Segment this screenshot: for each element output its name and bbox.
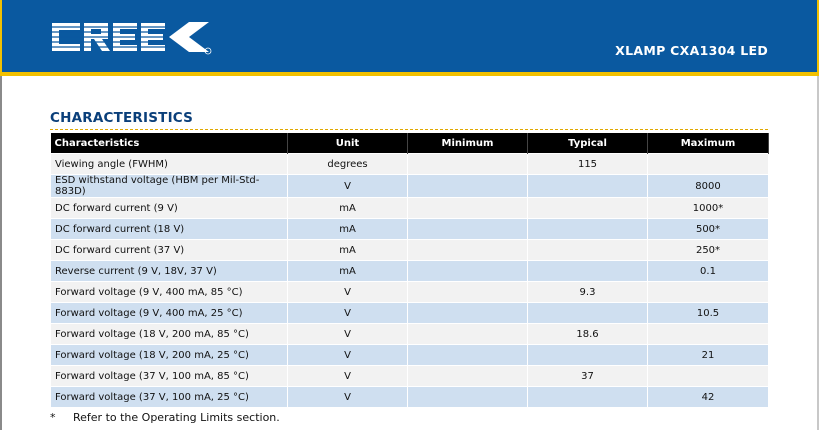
product-name: XLAMP CXA1304 LED [615,43,768,58]
table-cell: 500* [648,219,769,240]
table-cell: mA [288,261,408,282]
table-cell: V [288,345,408,366]
table-cell: V [288,303,408,324]
table-cell: DC forward current (37 V) [51,240,288,261]
table-row [51,198,769,219]
table-cell [528,175,648,198]
table-cell [648,324,769,345]
table-cell [528,261,648,282]
table-cell: mA [288,219,408,240]
column-header: Minimum [408,133,528,154]
table-row [51,175,769,198]
table-cell: 115 [528,154,648,175]
table-row [51,219,769,240]
table-row [51,282,769,303]
column-header: Maximum [648,133,769,154]
table-cell [528,387,648,408]
table-cell: V [288,366,408,387]
table-cell: mA [288,198,408,219]
table-cell [408,324,528,345]
table-cell: Forward voltage (37 V, 100 mA, 25 °C) [51,387,288,408]
title-divider [50,129,768,130]
table-cell: V [288,282,408,303]
table-cell [648,366,769,387]
table-cell: Forward voltage (9 V, 400 mA, 25 °C) [51,303,288,324]
table-cell: V [288,387,408,408]
table-cell [408,261,528,282]
table-row [51,324,769,345]
table-body [51,154,769,408]
table-cell: Forward voltage (37 V, 100 mA, 85 °C) [51,366,288,387]
table-cell: 250* [648,240,769,261]
table-cell: Forward voltage (18 V, 200 mA, 85 °C) [51,324,288,345]
table-cell: 10.5 [648,303,769,324]
footnote-mark: * [50,411,56,424]
table-cell: 8000 [648,175,769,198]
table-cell [528,219,648,240]
table-cell: 37 [528,366,648,387]
table-row [51,366,769,387]
table-row [51,240,769,261]
table-cell: 42 [648,387,769,408]
table-cell [408,219,528,240]
table-header-row [51,133,769,154]
table-cell [408,175,528,198]
column-header: Typical [528,133,648,154]
table-cell [528,240,648,261]
table-cell [408,303,528,324]
column-header: Characteristics [51,133,288,154]
table-cell [648,154,769,175]
table-row [51,345,769,366]
table-row [51,303,769,324]
table-cell: DC forward current (9 V) [51,198,288,219]
table-cell [528,345,648,366]
table-row [51,154,769,175]
table-cell [648,282,769,303]
characteristics-table [50,133,769,408]
table-cell [408,154,528,175]
table-cell: 0.1 [648,261,769,282]
table-cell [408,366,528,387]
table-cell: Reverse current (9 V, 18V, 37 V) [51,261,288,282]
table-cell: DC forward current (18 V) [51,219,288,240]
table-cell: mA [288,240,408,261]
footnote [50,411,280,424]
table-row [51,261,769,282]
column-header: Unit [288,133,408,154]
table-cell: 9.3 [528,282,648,303]
table-cell [408,282,528,303]
footnote-text: Refer to the Operating Limits section. [73,411,280,424]
table-cell [408,387,528,408]
table-cell: 21 [648,345,769,366]
table-cell [408,240,528,261]
table-cell: ESD withstand voltage (HBM per Mil-Std-883D) [51,175,288,198]
table-cell: 18.6 [528,324,648,345]
table-cell: Forward voltage (18 V, 200 mA, 25 °C) [51,345,288,366]
section-title: CHARACTERISTICS [50,110,194,126]
table-cell [408,198,528,219]
table-cell [528,198,648,219]
table-cell: V [288,175,408,198]
table-cell [528,303,648,324]
table-cell: V [288,324,408,345]
cree-logo [50,17,215,57]
table-row [51,387,769,408]
table-cell [408,345,528,366]
table-cell: Viewing angle (FWHM) [51,154,288,175]
table-cell: 1000* [648,198,769,219]
table-cell: degrees [288,154,408,175]
table-cell: Forward voltage (9 V, 400 mA, 85 °C) [51,282,288,303]
